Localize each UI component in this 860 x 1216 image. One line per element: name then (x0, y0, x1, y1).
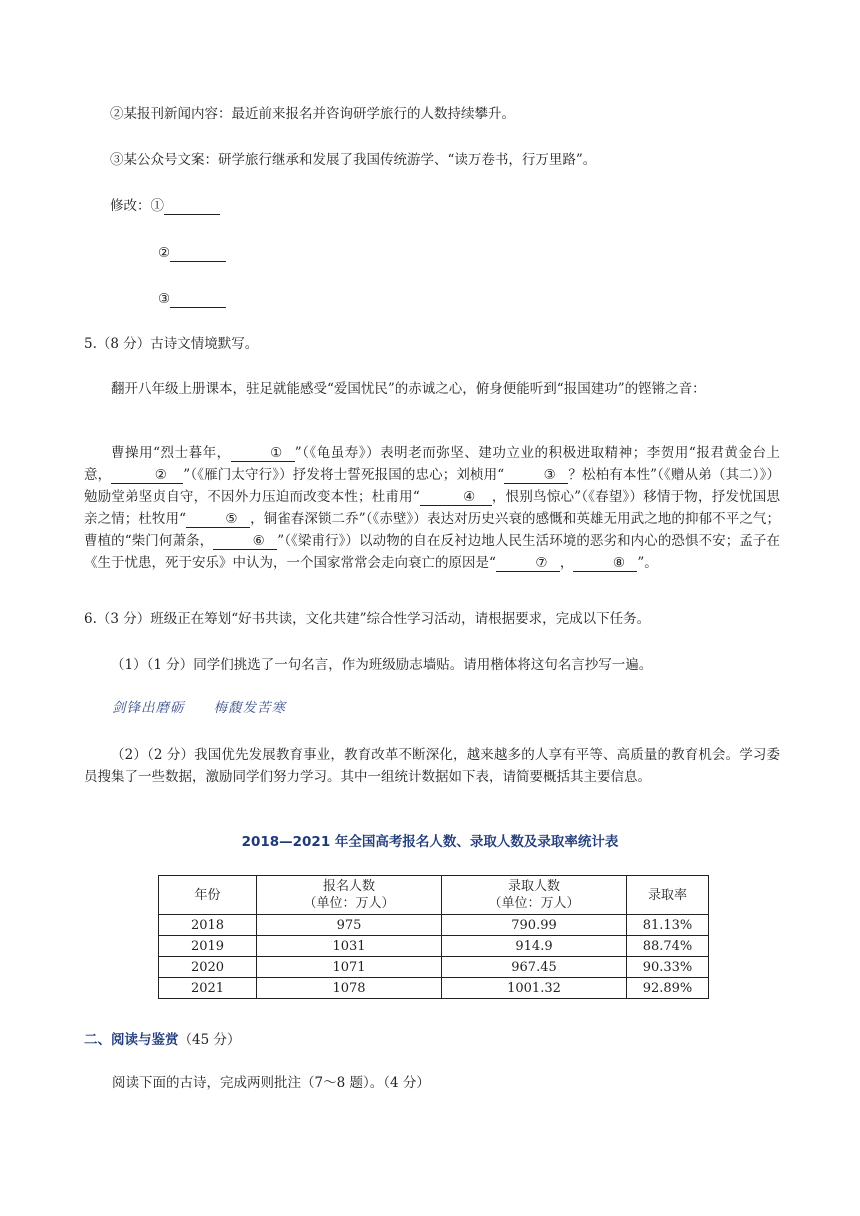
table-cell: 2019 (159, 936, 257, 957)
section-2-heading (84, 1028, 240, 1048)
q5-body (84, 442, 780, 574)
revise-label-3: ③ (158, 291, 171, 307)
q5-text-9: ”。 (637, 555, 658, 571)
header-admitted-unit: （单位：万人） (488, 896, 580, 911)
blank-1[interactable]: ① (231, 445, 295, 462)
section-2-instruction: 阅读下面的古诗，完成两则批注（7～8 题）。（4 分） (112, 1075, 430, 1091)
table-row (159, 915, 709, 936)
revise-line-3 (158, 289, 226, 309)
header-admitted-label: 录取人数 (507, 879, 560, 894)
table-cell: 967.45 (442, 957, 627, 978)
blank-7[interactable]: ⑦ (496, 555, 560, 572)
revise-line-2 (158, 243, 226, 263)
blank-8[interactable]: ⑧ (573, 555, 637, 572)
header-rate: 录取率 (627, 876, 709, 915)
q5-text-8: ， (559, 555, 574, 571)
q6-sub1: （1）（1 分）同学们挑选了一句名言，作为班级励志墙贴。请用楷体将这句名言抄写一遍。 (111, 657, 653, 673)
blank-3[interactable]: ③ (504, 467, 568, 484)
table-cell: 90.33% (627, 957, 709, 978)
q5-text-6: ，铜雀春深锁二乔”（《赤壁》）表达对历史兴衰的感慨和英雄无用武之地的抑郁不平之气；曹植的“柴门何萧条， (84, 511, 780, 549)
section-2-score: （45 分） (178, 1032, 241, 1048)
q5-header: 5.（8 分）古诗文情境默写。 (84, 336, 259, 352)
wechat-line: ③某公众号文案：研学旅行继承和发展了我国传统游学、“读万卷书，行万里路”。 (110, 152, 597, 168)
section-2-title: 二、阅读与鉴赏 (84, 1032, 179, 1048)
blank-6[interactable]: ⑥ (213, 533, 277, 550)
table-title: 2018—2021 年全国高考报名人数、录取人数及录取率统计表 (241, 834, 619, 850)
revise-blank-2[interactable] (170, 245, 226, 262)
blank-4[interactable]: ④ (420, 489, 492, 506)
header-year: 年份 (159, 876, 257, 915)
table-cell: 975 (257, 915, 442, 936)
q5-text-3: ”（《雁门太守行》）抒发将士誓死报国的忠心；刘桢用“ (183, 467, 505, 483)
news-line: ②某报刊新闻内容：最近前来报名并咨询研学旅行的人数持续攀升。 (110, 106, 515, 122)
header-applicants-unit: （单位：万人） (303, 896, 395, 911)
table-cell: 1001.32 (442, 978, 627, 999)
revise-line-1 (110, 196, 220, 216)
revise-label-2: ② (158, 245, 171, 261)
q6-header: 6.（3 分）班级正在筹划“好书共读，文化共建”综合性学习活动，请根据要求，完成以下任务。 (84, 611, 651, 627)
table-cell: 790.99 (442, 915, 627, 936)
q6-sub2: （2）（2 分）我国优先发展教育事业，教育改革不断深化，越来越多的人享有平等、高质量的教育机会。学习委员搜集了一些数据，激励同学们努力学习。其中一组统计数据如下表，请简要概括其主要信息。 (84, 747, 780, 785)
q5-text-7: ”（《梁甫行》）以动物的自在反衬边地人民生活环境的恶劣和内心的恐惧不安；孟子在《生于忧患，死于安乐》中认为，一个国家常常会走向衰亡的原因是“ (84, 533, 781, 571)
blank-5[interactable]: ⑤ (186, 511, 250, 528)
table-cell: 2020 (159, 957, 257, 978)
q5-text-4: ？松柏有本性”（《赠从弟（其二）》）勉励堂弟坚贞自守，不因外力压迫而改变本性；杜甫用“ (84, 467, 781, 505)
motto-text: 剑锋出磨砺 梅馥发苦寒 (112, 700, 286, 716)
table-cell: 1078 (257, 978, 442, 999)
q5-text-2: ”（《龟虽寿》）表明老而弥坚、建功立业的积极进取精神；李贺用“报君黄金台上意， (84, 445, 780, 483)
table-cell: 2021 (159, 978, 257, 999)
header-applicants-label: 报名人数 (322, 879, 375, 894)
stats-table (158, 875, 709, 999)
table-cell: 2018 (159, 915, 257, 936)
revise-blank-1[interactable] (164, 198, 220, 215)
table-cell: 1071 (257, 957, 442, 978)
revise-label: 修改：① (110, 198, 164, 214)
table-cell: 81.13% (627, 915, 709, 936)
table-cell: 1031 (257, 936, 442, 957)
table-row (159, 957, 709, 978)
q5-intro: 翻开八年级上册课本，驻足就能感受“爱国忧民”的赤诚之心，俯身便能听到“报国建功”的铿锵之音： (111, 381, 706, 397)
q5-text-1: 曹操用“烈士暮年， (111, 445, 231, 461)
table-row (159, 978, 709, 999)
q5-text-5: ，恨别鸟惊心”（《春望》）移情于物，抒发忧国思亲之情；杜牧用“ (84, 489, 781, 527)
table-row (159, 936, 709, 957)
table-cell: 88.74% (627, 936, 709, 957)
blank-2[interactable]: ② (111, 467, 183, 484)
table-cell: 92.89% (627, 978, 709, 999)
table-header-row (159, 876, 709, 915)
table-cell: 914.9 (442, 936, 627, 957)
revise-blank-3[interactable] (170, 291, 226, 308)
header-admitted (442, 876, 627, 915)
header-applicants (257, 876, 442, 915)
